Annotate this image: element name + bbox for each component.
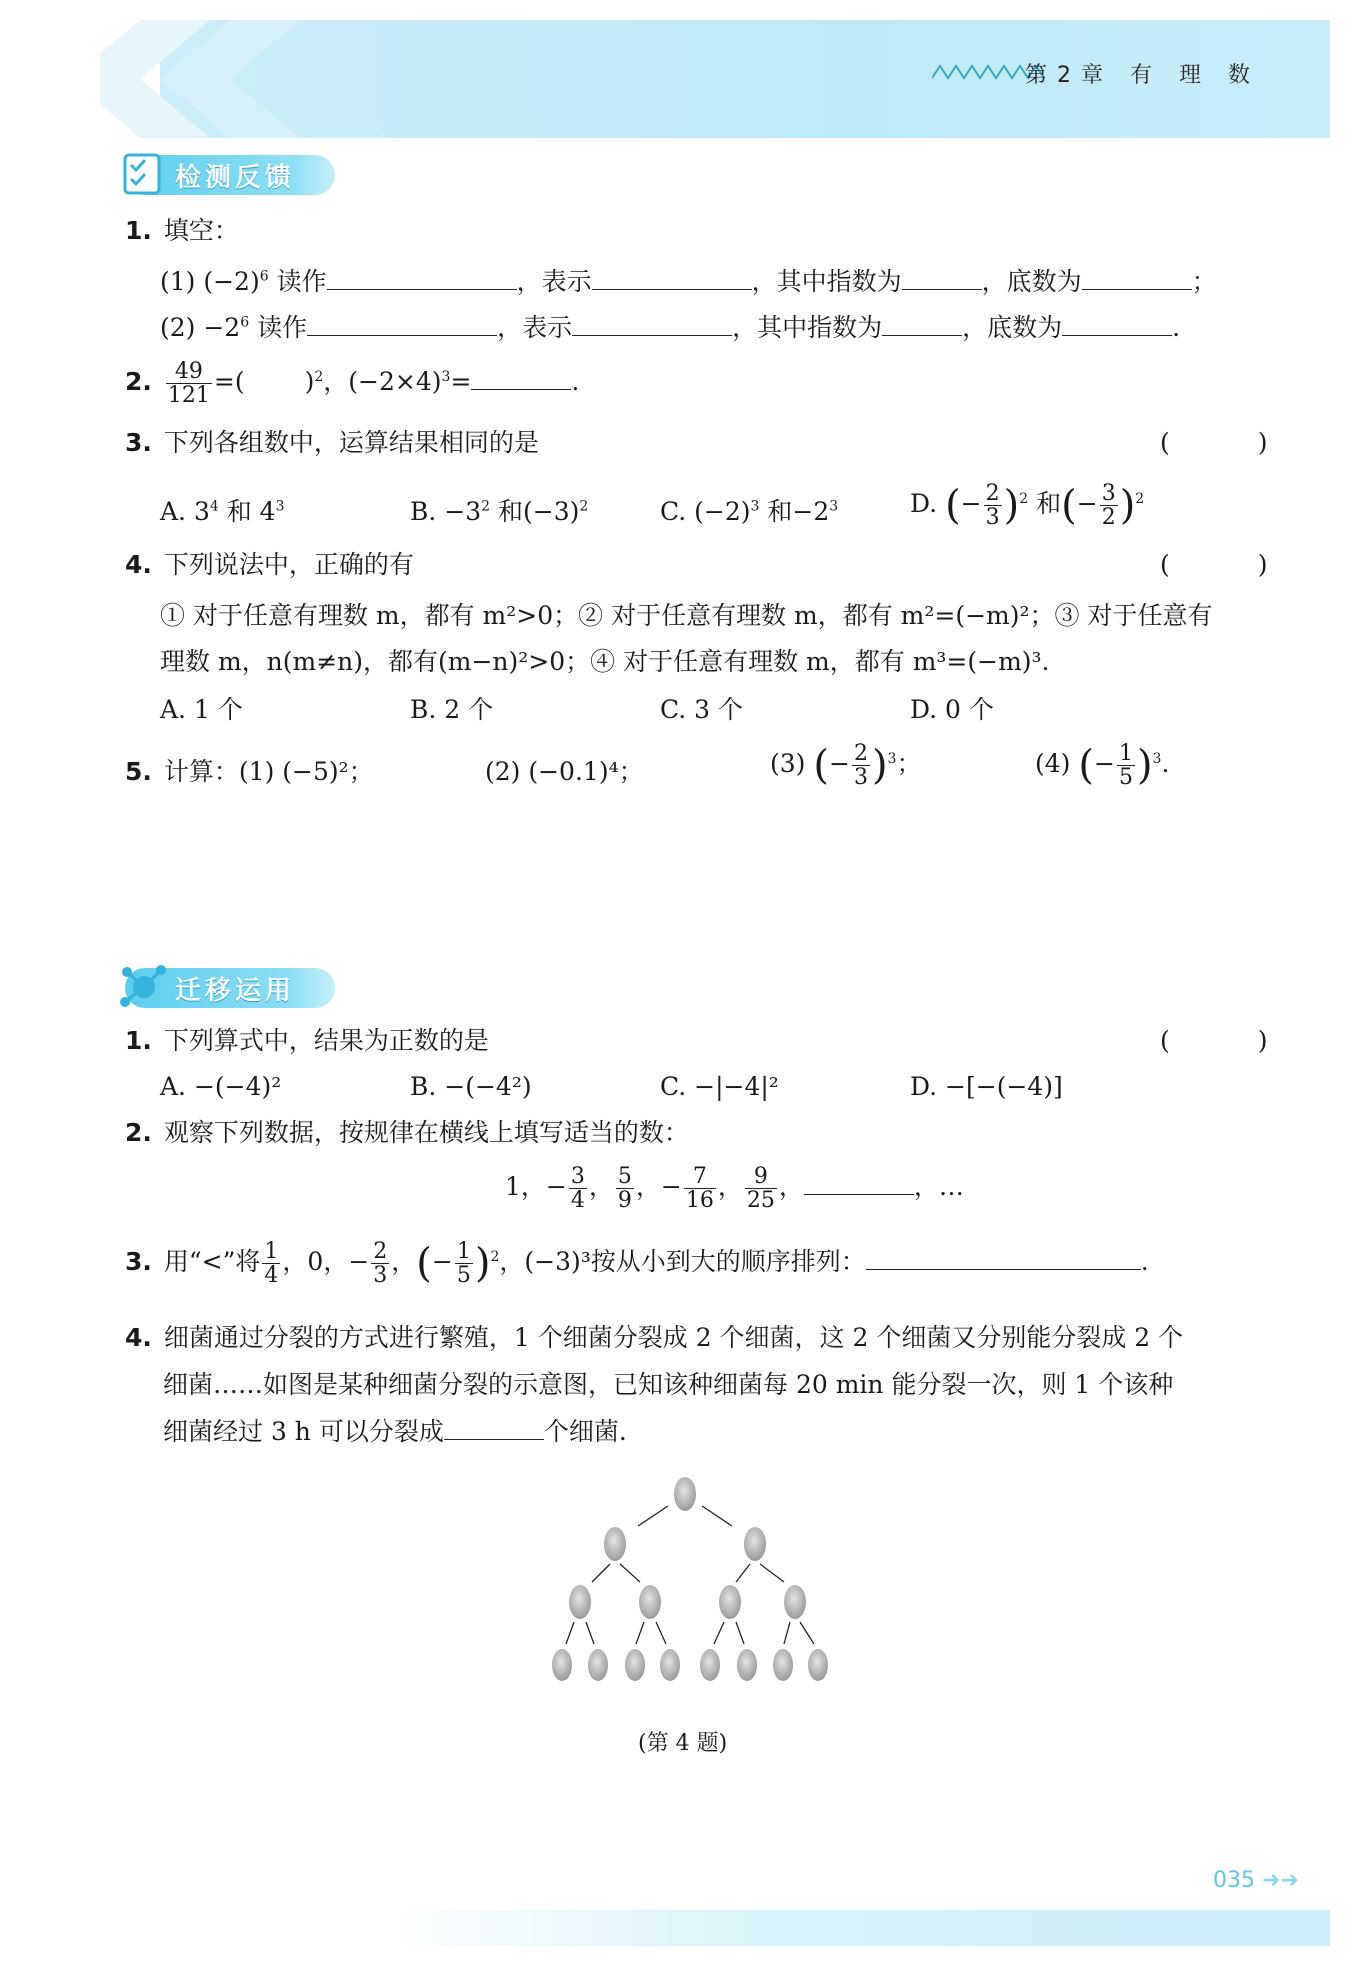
answer-blank[interactable]: [327, 267, 517, 290]
answer-paren[interactable]: ( ): [1160, 550, 1308, 579]
s1-q2: 2. $\frac{49}{121}$ =( )$^2$，$(-2\times 4)^3=$ .: [125, 359, 580, 409]
section-title: 迁移运用: [125, 968, 335, 1008]
arrow-right-icon: ➜➜: [1262, 1868, 1299, 1893]
s1-q1: [125, 216, 239, 246]
bacterium: [660, 1649, 680, 1681]
s2-q2: 2. 观察下列数据，按规律在横线上填写适当的数：: [125, 1118, 689, 1147]
answer-blank[interactable]: [902, 267, 982, 290]
answer-blank[interactable]: [1062, 313, 1172, 336]
bacterium: [569, 1585, 591, 1619]
header-chevrons: [100, 20, 400, 138]
bacterium: [552, 1649, 572, 1681]
answer-blank[interactable]: [804, 1172, 914, 1195]
answer-blank[interactable]: [592, 267, 752, 290]
bacterium: [625, 1649, 645, 1681]
s2-q1: 1. 下列算式中，结果为正数的是: [125, 1026, 489, 1055]
answer-blank[interactable]: [866, 1247, 1141, 1270]
answer-blank[interactable]: [471, 367, 571, 390]
answer-blank[interactable]: [572, 313, 732, 336]
chapter-title: 第2章 有 理 数: [1025, 63, 1260, 88]
bacterium: [737, 1649, 757, 1681]
s1-q3: 3. 下列各组数中，运算结果相同的是: [125, 428, 539, 457]
bacterium: [808, 1649, 828, 1681]
s2-q4-line2: 细菌……如图是某种细菌分裂的示意图，已知该种细菌每 20 min 能分裂一次，则 1 个该种: [163, 1370, 1174, 1399]
section-tag-feedback: [125, 153, 335, 197]
answer-paren[interactable]: ( ): [1160, 1026, 1308, 1055]
bacterium: [700, 1649, 720, 1681]
fraction: $\frac{49}{121}$: [167, 359, 210, 409]
answer-blank[interactable]: [1082, 267, 1192, 290]
bacterium: [773, 1649, 793, 1681]
q-text: 填空：: [163, 216, 239, 245]
answer-blank[interactable]: [444, 1417, 544, 1440]
page-number: 035 ➜➜: [1213, 1868, 1299, 1893]
bacterium: [604, 1527, 626, 1561]
s1-q4-line1: ① 对于任意有理数 m，都有 m²>0；② 对于任意有理数 m，都有 m²=(−m)²；③ 对于任意有: [160, 601, 1213, 630]
s1-q4-line2: 理数 m，n(m≠n)，都有(m−n)²>0；④ 对于任意有理数 m，都有 m³=(−m)³.: [160, 647, 1050, 676]
molecule-icon: [117, 960, 171, 1014]
bacterium: [784, 1585, 806, 1619]
q-number: 1.: [125, 216, 152, 245]
bacterium: [744, 1527, 766, 1561]
answer-paren[interactable]: ( ): [1160, 428, 1308, 457]
bacterium: [719, 1585, 741, 1619]
s1-q1-2: $(2) -2^6$ 读作 ，表示 ，其中指数为 ，底数为 .: [160, 313, 1181, 342]
answer-blank[interactable]: [307, 313, 497, 336]
bacteria-division-diagram: [540, 1470, 840, 1695]
figure-caption: (第 4 题): [638, 1731, 728, 1756]
footer-band: [390, 1910, 1330, 1946]
bacterium: [588, 1649, 608, 1681]
s2-q4-line3: 细菌经过 3 h 可以分裂成 个细菌.: [163, 1417, 627, 1446]
s2-q2-seq: 1，− $\frac{3}{4}$ ， $\frac{5}{9}$ ，− $\frac{7}{16}$ ， $\frac{9}{25}$ ， ，…: [505, 1164, 964, 1214]
section-title: 检测反馈: [125, 155, 335, 195]
s2-q4-line1: 4. 细菌通过分裂的方式进行繁殖，1 个细菌分裂成 2 个细菌，这 2 个细菌又分别能分裂成 2 个: [125, 1323, 1184, 1352]
checklist-icon: [121, 151, 167, 197]
answer-blank[interactable]: [882, 313, 962, 336]
s2-q3: 3. 用“<”将 $\frac{1}{4}$ ，0，− $\frac{2}{3}$ ，(− $\frac{1}{5}$ )$^2$，(−3)³按从小到大的顺序排列： .: [125, 1239, 1149, 1289]
s1-q4: 4. 下列说法中，正确的有: [125, 550, 414, 579]
s1-q1-1: (1) $(-2)^6$ 读作 ，表示 ，其中指数为 ，底数为 ；: [160, 267, 1217, 296]
bacterium: [639, 1585, 661, 1619]
bacterium: [674, 1477, 696, 1511]
section-tag-transfer: [125, 966, 335, 1010]
